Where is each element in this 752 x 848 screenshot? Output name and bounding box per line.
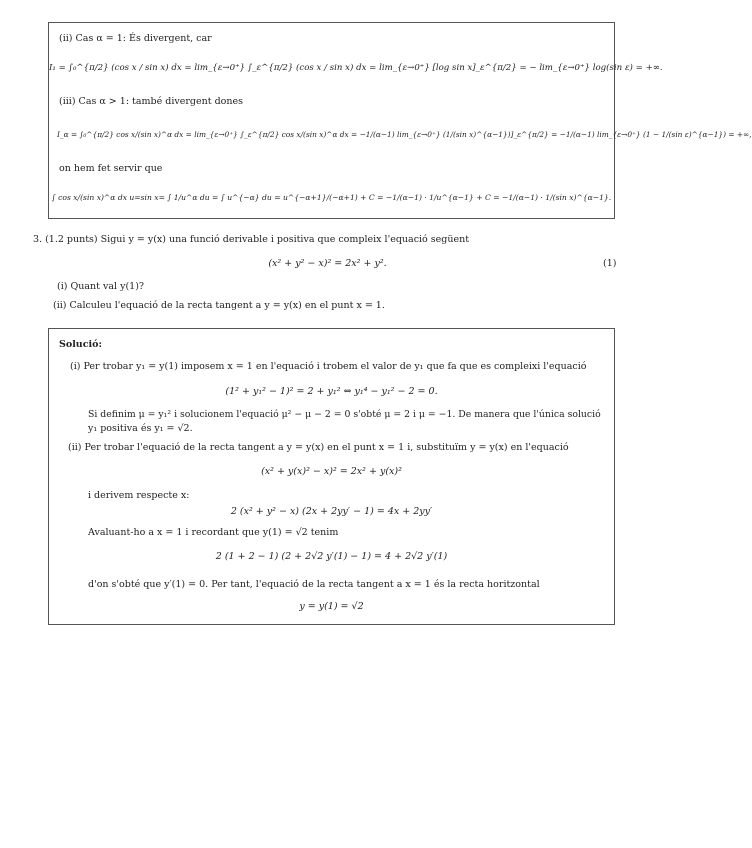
case-alpha-gt-1-equation: I_α = ∫₀^{π/2} cos x/(sin x)^α dx = lim_{ε→0⁺} ∫_ε^{π/2} cos x/(sin x)^α dx = −1/(α−1) lim_{ε→0⁺} (1/(sin x)^{α−1})]_ε^{π/2} = −1/(α−1) lim_{ε→0⁺} (1 − 1/(sin ε)^{α−1}) = +∞, bbox=[57, 130, 752, 139]
problem-equation: (x² + y² − x)² = 2x² + y². bbox=[268, 258, 387, 269]
case-alpha-1-label: (ii) Cas α = 1: És divergent, car bbox=[59, 33, 212, 44]
part-ii-text-b: i derivem respecte x: bbox=[88, 490, 190, 501]
substitution-equation: ∫ cos x/(sin x)^α dx u=sin x= ∫ 1/u^α du = ∫ u^{−α} du = u^{−α+1}/(−α+1) + C = −1/(α−1) · 1/u^{α−1} + C = −1/(α−1) · 1/(sin x)^{α−1}. bbox=[51, 193, 612, 202]
solution-box bbox=[48, 328, 615, 625]
part-i-text-b: Si definim μ = y₁² i solucionem l'equació μ² − μ − 2 = 0 s'obté μ = 2 i μ = −1. De manera que l'única solució bbox=[88, 409, 601, 420]
problem-statement: 3. (1.2 punts) Sigui y = y(x) una funció derivable i positiva que compleix l'equació següent bbox=[33, 234, 470, 245]
solution-title: Solució: bbox=[59, 339, 102, 350]
part-ii-equation-1: (x² + y(x)² − x)² = 2x² + y(x)² bbox=[261, 466, 402, 477]
case-alpha-1-equation: I₁ = ∫₀^{π/2} (cos x / sin x) dx = lim_{ε→0⁺} ∫_ε^{π/2} (cos x / sin x) dx = lim_{ε→0⁺} [log sin x]_ε^{π/2} = − lim_{ε→0⁺} log(sin ε) = +∞. bbox=[49, 63, 663, 73]
part-ii-text-d: d'on s'obté que y′(1) = 0. Per tant, l'equació de la recta tangent a x = 1 és la recta horitzontal bbox=[88, 579, 540, 590]
solution-box-continued bbox=[48, 22, 752, 219]
part-i-text: (i) Per trobar y₁ = y(1) imposem x = 1 en l'equació i trobem el valor de y₁ que fa que es compleixi l'equació bbox=[70, 361, 587, 372]
note-text: on hem fet servir que bbox=[59, 163, 163, 174]
part-i-equation: (1² + y₁² − 1)² = 2 + y₁² ⇔ y₁⁴ − y₁² − 2 = 0. bbox=[225, 386, 438, 397]
equation-number: (1) bbox=[603, 258, 617, 269]
part-ii-text: (ii) Per trobar l'equació de la recta tangent a y = y(x) en el punt x = 1 i, substituïm y = y(x) en l'equació bbox=[68, 442, 569, 453]
part-ii-text-c: Avaluant-ho a x = 1 i recordant que y(1) = √2 tenim bbox=[88, 527, 339, 538]
question-ii: (ii) Calculeu l'equació de la recta tangent a y = y(x) en el punt x = 1. bbox=[53, 300, 385, 311]
question-i: (i) Quant val y(1)? bbox=[57, 281, 145, 292]
part-i-text-c: y₁ positiva és y₁ = √2. bbox=[88, 423, 193, 434]
part-ii-equation-2: 2 (x² + y² − x) (2x + 2yy′ − 1) = 4x + 2yy′ bbox=[230, 506, 433, 517]
part-ii-equation-3: 2 (1 + 2 − 1) (2 + 2√2 y′(1) − 1) = 4 + 2√2 y′(1) bbox=[215, 551, 448, 562]
case-alpha-gt-1-label: (iii) Cas α > 1: també divergent dones bbox=[59, 96, 243, 107]
part-ii-equation-4: y = y(1) = √2 bbox=[299, 601, 364, 612]
